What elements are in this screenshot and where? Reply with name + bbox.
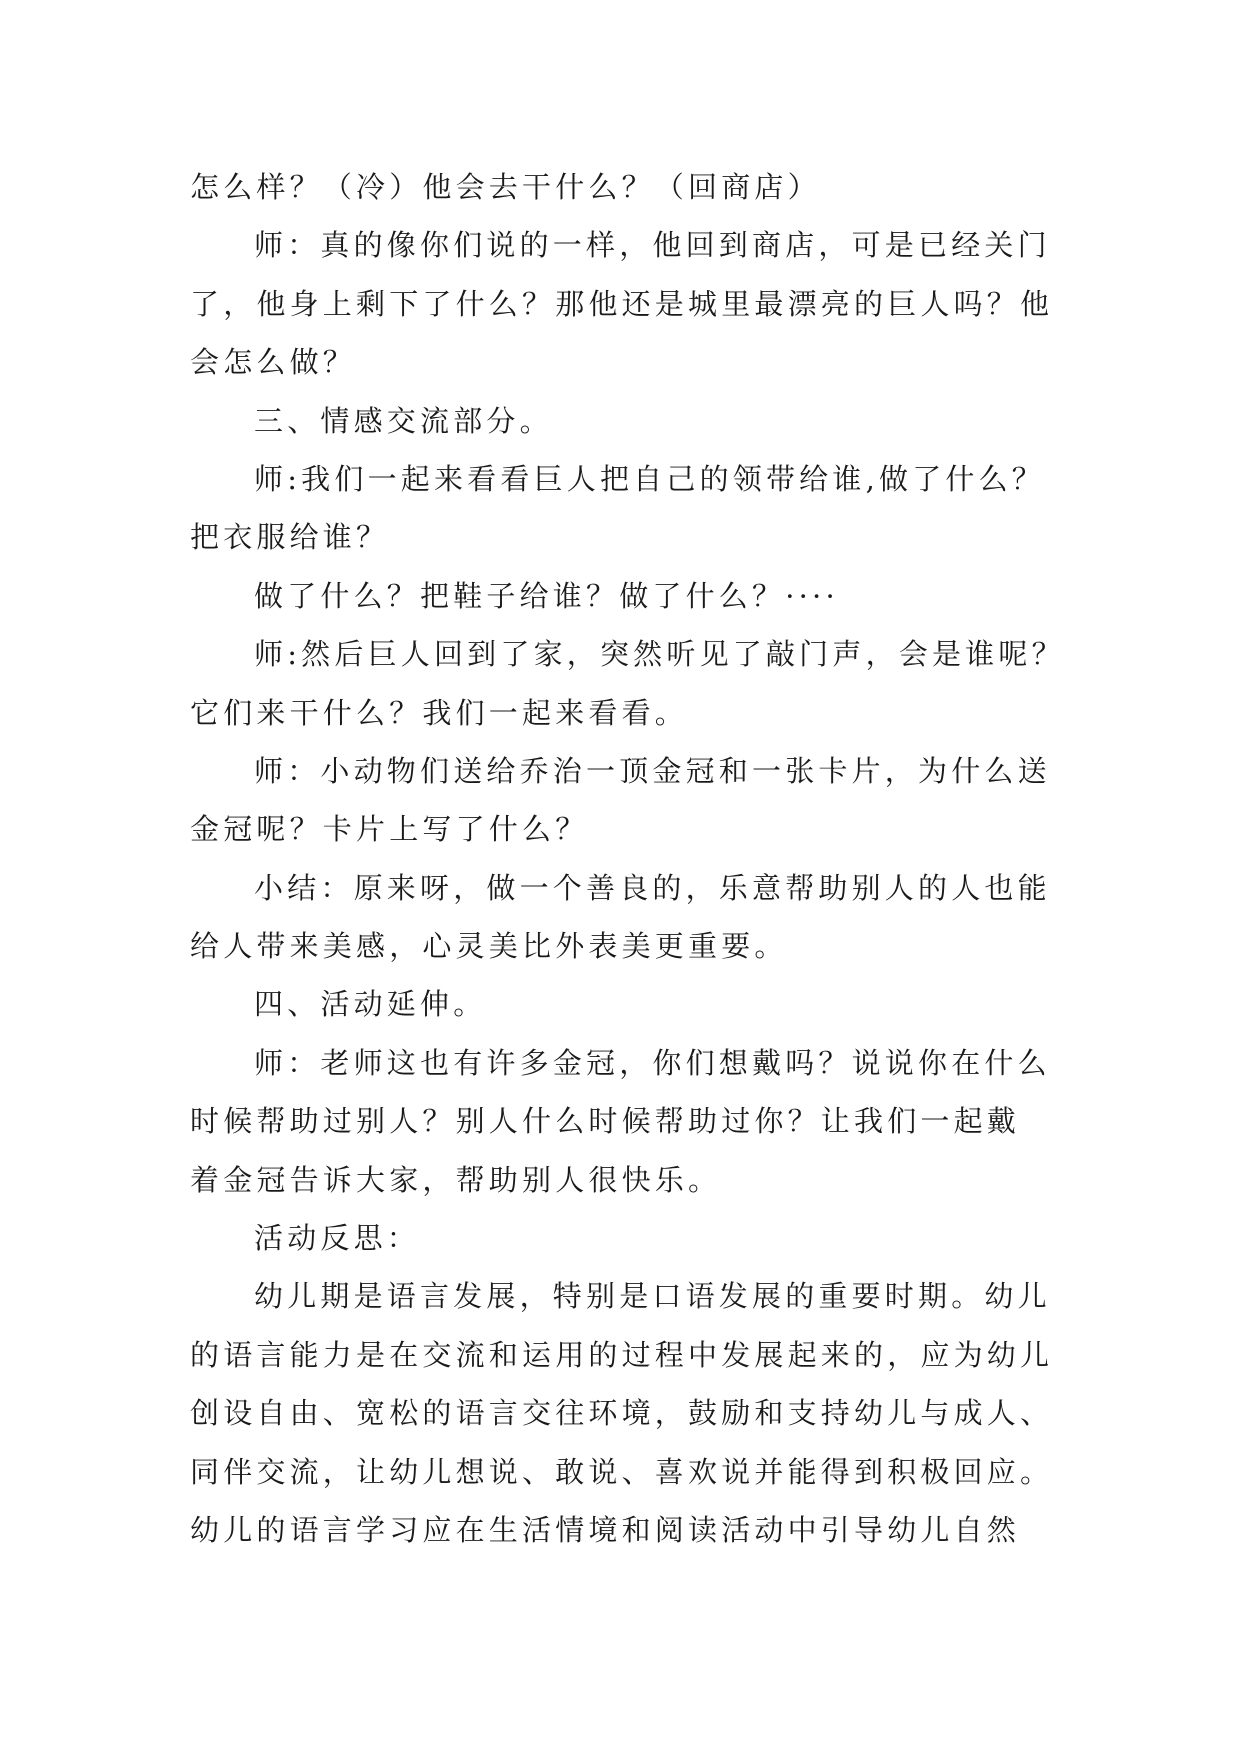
text-line: 给人带来美感，心灵美比外表美更重要。 [190,929,788,964]
text-line: 幼儿的语言学习应在生活情境和阅读活动中引导幼儿自然 [190,1512,1021,1547]
text-line: 师：小动物们送给乔治一顶金冠和一张卡片，为什么送 [254,753,1051,788]
text-line: 怎么样？（冷）他会去干什么？（回商店） [190,170,821,204]
text-line: 着金冠告诉大家，帮助别人很快乐。 [190,1162,722,1197]
document-body [190,158,1065,1559]
text-line: 的语言能力是在交流和运用的过程中发展起来的，应为幼儿 [190,1337,1054,1372]
text-line: 时候帮助过别人？别人什么时候帮助过你？让我们一起戴 [190,1104,1021,1139]
text-line: 它们来干什么？我们一起来看看。 [190,695,689,730]
text-line: 幼儿期是语言发展，特别是口语发展的重要时期。幼儿 [254,1279,1051,1314]
section-heading: 三、情感交流部分。 [254,403,553,438]
text-line: 把衣服给谁？ [190,520,390,555]
section-heading: 四、活动延伸。 [254,987,487,1022]
text-line: 师:然后巨人回到了家，突然听见了敲门声，会是谁呢？ [254,637,1065,672]
text-line: 师:我们一起来看看巨人把自己的领带给谁,做了什么？ [254,461,1045,496]
text-line: 小结：原来呀，做一个善良的，乐意帮助别人的人也能 [254,870,1051,905]
text-line: 师：真的像你们说的一样，他回到商店，可是已经关门 [254,228,1051,263]
text-line: 做了什么？把鞋子给谁？做了什么？···· [254,578,839,613]
text-line: 会怎么做？ [190,345,357,380]
section-heading: 活动反思： [254,1221,421,1256]
text-line: 同伴交流，让幼儿想说、敢说、喜欢说并能得到积极回应。 [190,1454,1054,1489]
text-line: 创设自由、宽松的语言交往环境，鼓励和支持幼儿与成人、 [190,1396,1054,1431]
text-line: 了，他身上剩下了什么？那他还是城里最漂亮的巨人吗？他 [190,286,1054,321]
text-line: 师：老师这也有许多金冠，你们想戴吗？说说你在什么 [254,1045,1051,1080]
text-line: 金冠呢？卡片上写了什么？ [190,812,589,847]
